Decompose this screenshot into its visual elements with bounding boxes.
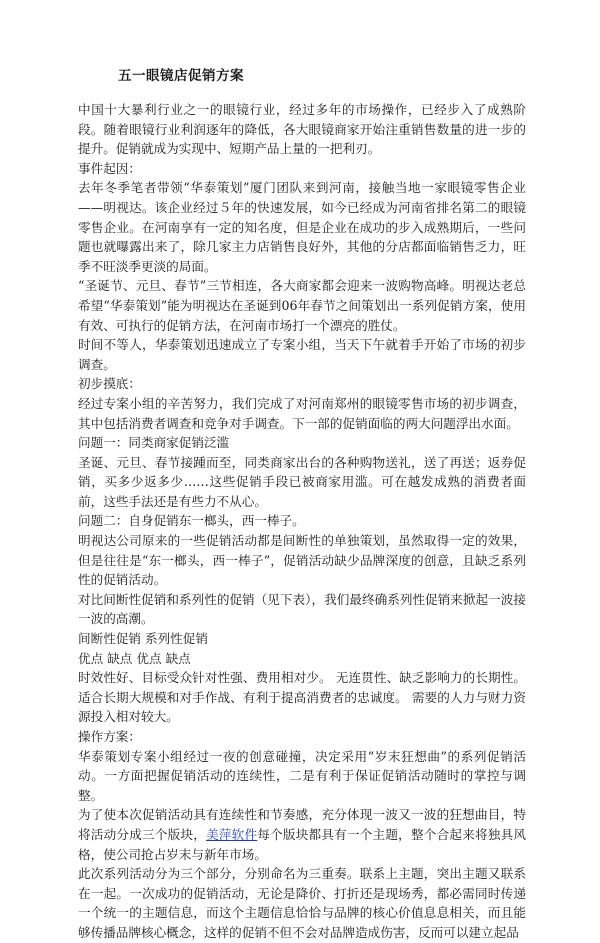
- section-heading: 操作方案：: [78, 729, 141, 744]
- paragraph: 去年冬季笔者带领“华泰策划”厦门团队来到河南，接触当地一家眼镜零售企业——明视达。该企业经过５年的快速发展，如今已经成为河南省排名第二的眼镜零售企业。在河南享有一定的知名度，但是企业在成功的步入成熟期后，一些问题也就曝露出来了，除几家主力店销售良好外，其他的分店都面临销售乏力，旺季不旺淡季更淡的局面。: [78, 180, 526, 274]
- paragraph: 中国十大暴利行业之一的眼镜行业，经过多年的市场操作，已经步入了成熟阶段。随着眼镜行业利润逐年的降低，各大眼镜商家开始注重销售数量的进一步的提升。促销就成为实现中、短期产品上量的一把利刃。: [78, 102, 526, 157]
- paragraph: 此次系列活动分为三个部分，分别命名为三重奏。联系上主题，突出主题又联系在一起。一次成功的促销活动，无论是降价、打折还是现场秀，都必需同时传递一个统一的主题信息，而这个主题信息恰恰与品牌的核心价值息息相关，而且能够传播品牌核心概念，这样的促销不但不会对品牌造成伤害，反而可以建立起品: [78, 866, 526, 940]
- table-subheader-row: 优点 缺点 优点 缺点: [78, 650, 191, 666]
- meiping-software-link[interactable]: 美萍软件: [206, 826, 258, 842]
- table-header-row: 间断性促销 系列性促销: [78, 631, 208, 647]
- paragraph: 华泰策划专案小组经过一夜的创意碰撞，决定采用“岁末狂想曲”的系列促销活动。一方面把握促销活动的连续性，二是有利于保证促销活动随时的掌控与调整。: [78, 748, 526, 803]
- paragraph-with-link: [78, 805, 526, 864]
- paragraph: 圣诞、元旦、春节接踵而至，同类商家出台的各种购物送礼，送了再送；返券促销，买多少返多少……这些促销手段已被商家用滥。可在越发成熟的消费者面前，这些手法还是有些力不从心。: [78, 454, 526, 509]
- table-content: 时效性好、目标受众针对性强、费用相对少。 无连贯性、缺乏影响力的长期性。适合长期大规模和对手作战、有利于提高消费者的忠诚度。 需要的人力与财力资源投入相对较大。: [78, 670, 526, 725]
- link-text-before: 为了使本次促销活动具有连续性和节奏感，充分体现一波又一波的狂想曲目，特将活动分成三个版块，: [78, 807, 526, 842]
- paragraph: 对比间断性促销和系列性的促销（见下表），我们最终确系列性促销来掀起一波接一波的高潮。: [78, 591, 526, 627]
- paragraph: “圣诞节、元旦、春节”三节相连，各大商家都会迎来一波购物高峰。明视达老总希望“华泰策划”能为明视达在圣诞到06年春节之间策划出一系列促销方案，使用有效、可执行的促销方法，在河南市场打一个漂亮的胜仗。: [78, 278, 526, 333]
- paragraph: 明视达公司原来的一些促销活动都是间断性的单独策划，虽然取得一定的效果，但是往往是“东一榔头，西一棒子”，促销活动缺少品牌深度的创意，且缺乏系列性的促销活动。: [78, 533, 526, 588]
- paragraph: 经过专案小组的辛苦努力，我们完成了对河南郑州的眼镜零售市场的初步调查，其中包括消费者调查和竞争对手调查。下一部的促销面临的两大问题浮出水面。: [78, 395, 526, 431]
- document-title: 五一眼镜店促销方案: [118, 68, 244, 84]
- document-body: [78, 100, 526, 943]
- paragraph: 时间不等人，华泰策划迅速成立了专案小组，当天下午就着手开始了市场的初步调查。: [78, 337, 526, 372]
- section-heading: 事件起因：: [78, 160, 141, 176]
- section-heading: 问题二：自身促销东一榔头，西一棒子。: [78, 513, 305, 529]
- link-text-after: 每个版块都具有一个主题，整个合起来将独具风格，使公司抢占岁末与新年市场。: [78, 826, 527, 862]
- section-heading: 初步摸底：: [78, 376, 141, 392]
- section-heading: 问题一：同类商家促销泛滥: [78, 435, 230, 451]
